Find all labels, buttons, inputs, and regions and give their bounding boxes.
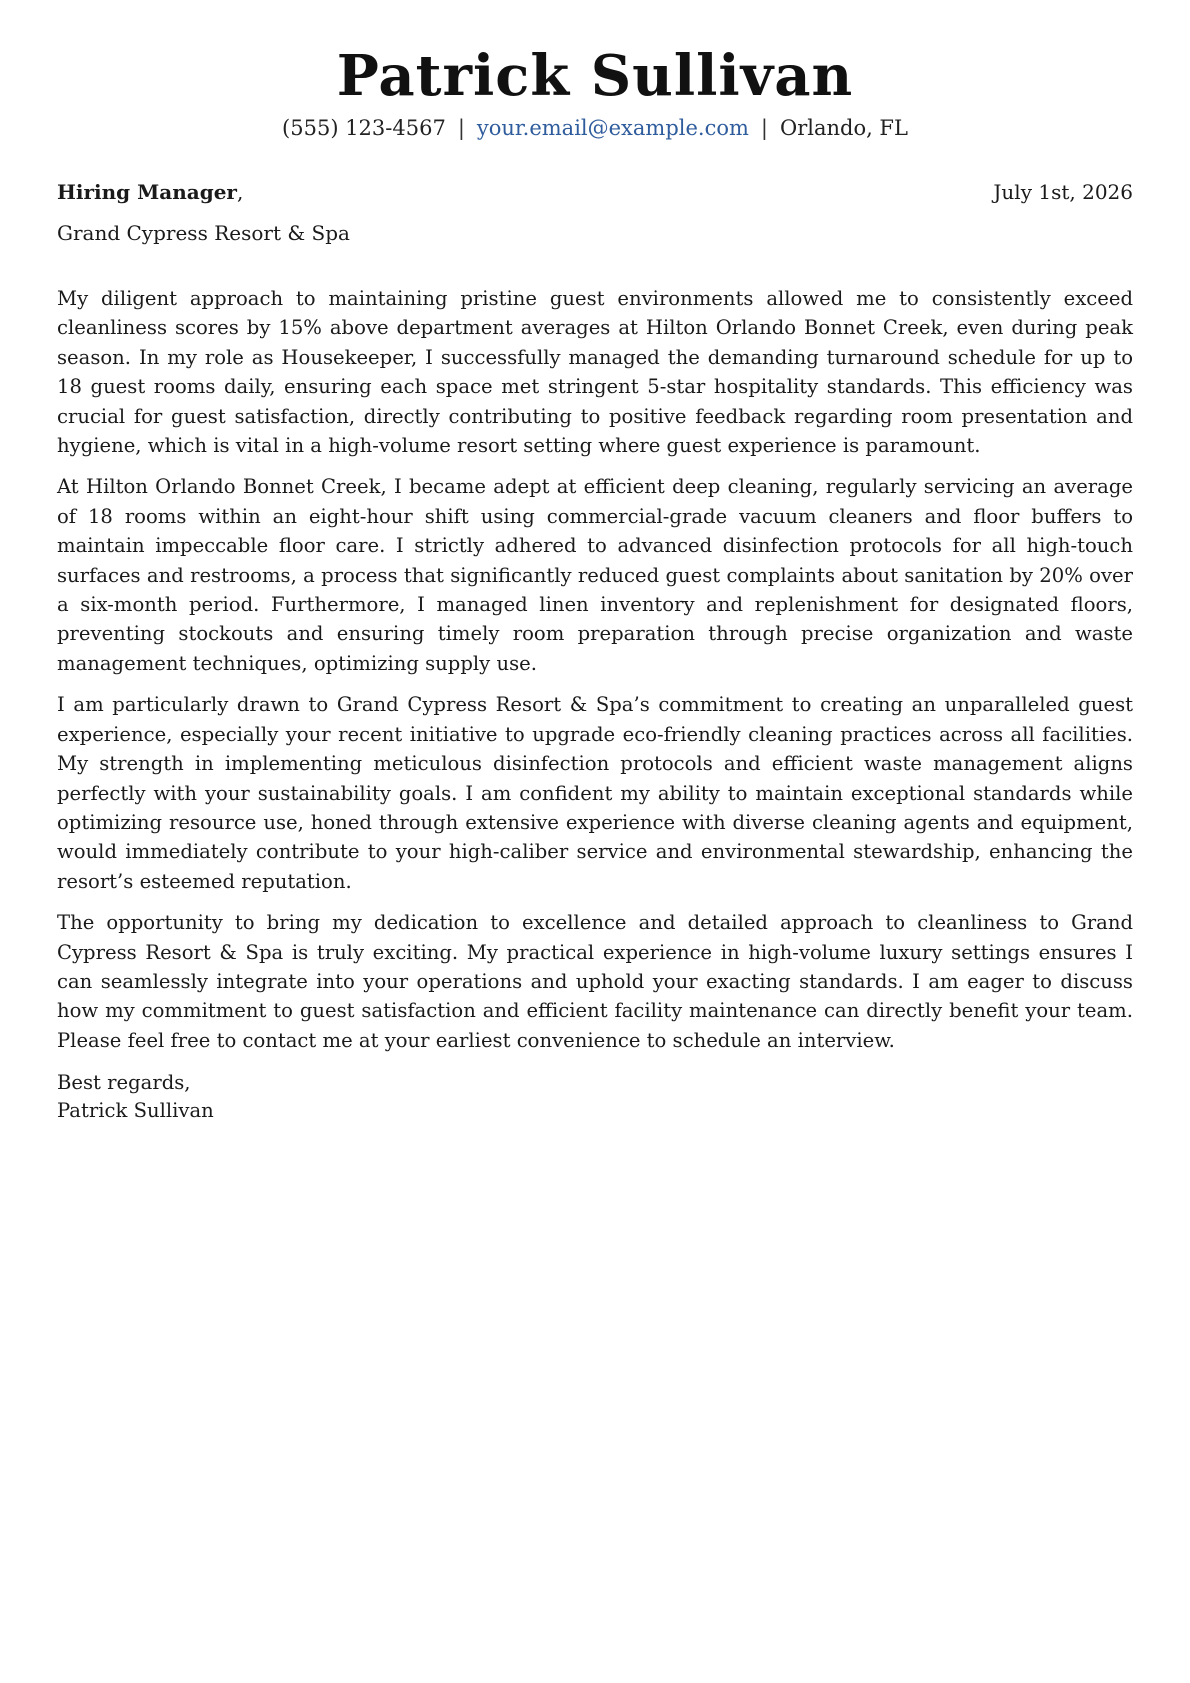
letter-paragraph: The opportunity to bring my dedication to excellence and detailed approach to cleanliness to Grand Cypress Resort & Spa is truly exciting. My practical experience in high-volume luxury settings ensures I can seamlessly integrate into your operations and uphold your exacting standards. I am eager to discuss how my commitment to guest satisfaction and efficient facility maintenance can directly benefit your team. Please feel free to contact me at your earliest convenience to schedule an interview. bbox=[57, 911, 1133, 1052]
letter-date: July 1st, 2026 bbox=[993, 180, 1133, 204]
letter-paragraph: I am particularly drawn to Grand Cypress Resort & Spa’s commitment to creating an unparalleled guest experience, especially your recent initiative to upgrade eco-friendly cleaning practices across all facilities. My strength in implementing meticulous disinfection protocols and efficient waste management aligns perfectly with your sustainability goals. I am confident my ability to maintain exceptional standards while optimizing resource use, honed through extensive experience with diverse cleaning agents and equipment, would immediately contribute to your high-caliber service and environmental stewardship, enhancing the resort’s esteemed reputation. bbox=[57, 693, 1133, 893]
email-link[interactable]: your.email@example.com bbox=[476, 116, 749, 140]
recipient-name: Hiring Manager bbox=[57, 180, 237, 204]
recipient-row bbox=[57, 178, 1133, 208]
letter-body bbox=[57, 284, 1133, 1125]
signature-name: Patrick Sullivan bbox=[57, 1099, 214, 1123]
closing-block bbox=[57, 1069, 1133, 1125]
location: Orlando, FL bbox=[779, 116, 908, 140]
contact-line bbox=[57, 114, 1133, 142]
phone-number: (555) 123-4567 bbox=[282, 116, 446, 140]
contact-separator: | bbox=[760, 116, 768, 140]
recipient-salutation bbox=[57, 178, 243, 206]
recipient-company: Grand Cypress Resort & Spa bbox=[57, 221, 350, 245]
letter-paragraph: My diligent approach to maintaining pristine guest environments allowed me to consistently exceed cleanliness scores by 15% above department averages at Hilton Orlando Bonnet Creek, even during peak season. In my role as Housekeeper, I successfully managed the demanding turnaround schedule for up to 18 guest rooms daily, ensuring each space met stringent 5-star hospitality standards. This efficiency was crucial for guest satisfaction, directly contributing to positive feedback regarding room presentation and hygiene, which is vital in a high-volume resort setting where guest experience is paramount. bbox=[57, 287, 1133, 458]
letter-paragraph: At Hilton Orlando Bonnet Creek, I became adept at efficient deep cleaning, regularly servicing an average of 18 rooms within an eight-hour shift using commercial-grade vacuum cleaners and floor buffers to maintain impeccable floor care. I strictly adhered to advanced disinfection protocols for all high-touch surfaces and restrooms, a process that significantly reduced guest complaints about sanitation by 20% over a six-month period. Furthermore, I managed linen inventory and replenishment for designated floors, preventing stockouts and ensuring timely room preparation through precise organization and waste management techniques, optimizing supply use. bbox=[57, 475, 1133, 675]
contact-separator: | bbox=[457, 116, 465, 140]
applicant-name: Patrick Sullivan bbox=[336, 43, 854, 109]
recipient-name-suffix: , bbox=[236, 180, 244, 204]
closing-phrase: Best regards, bbox=[57, 1071, 191, 1095]
